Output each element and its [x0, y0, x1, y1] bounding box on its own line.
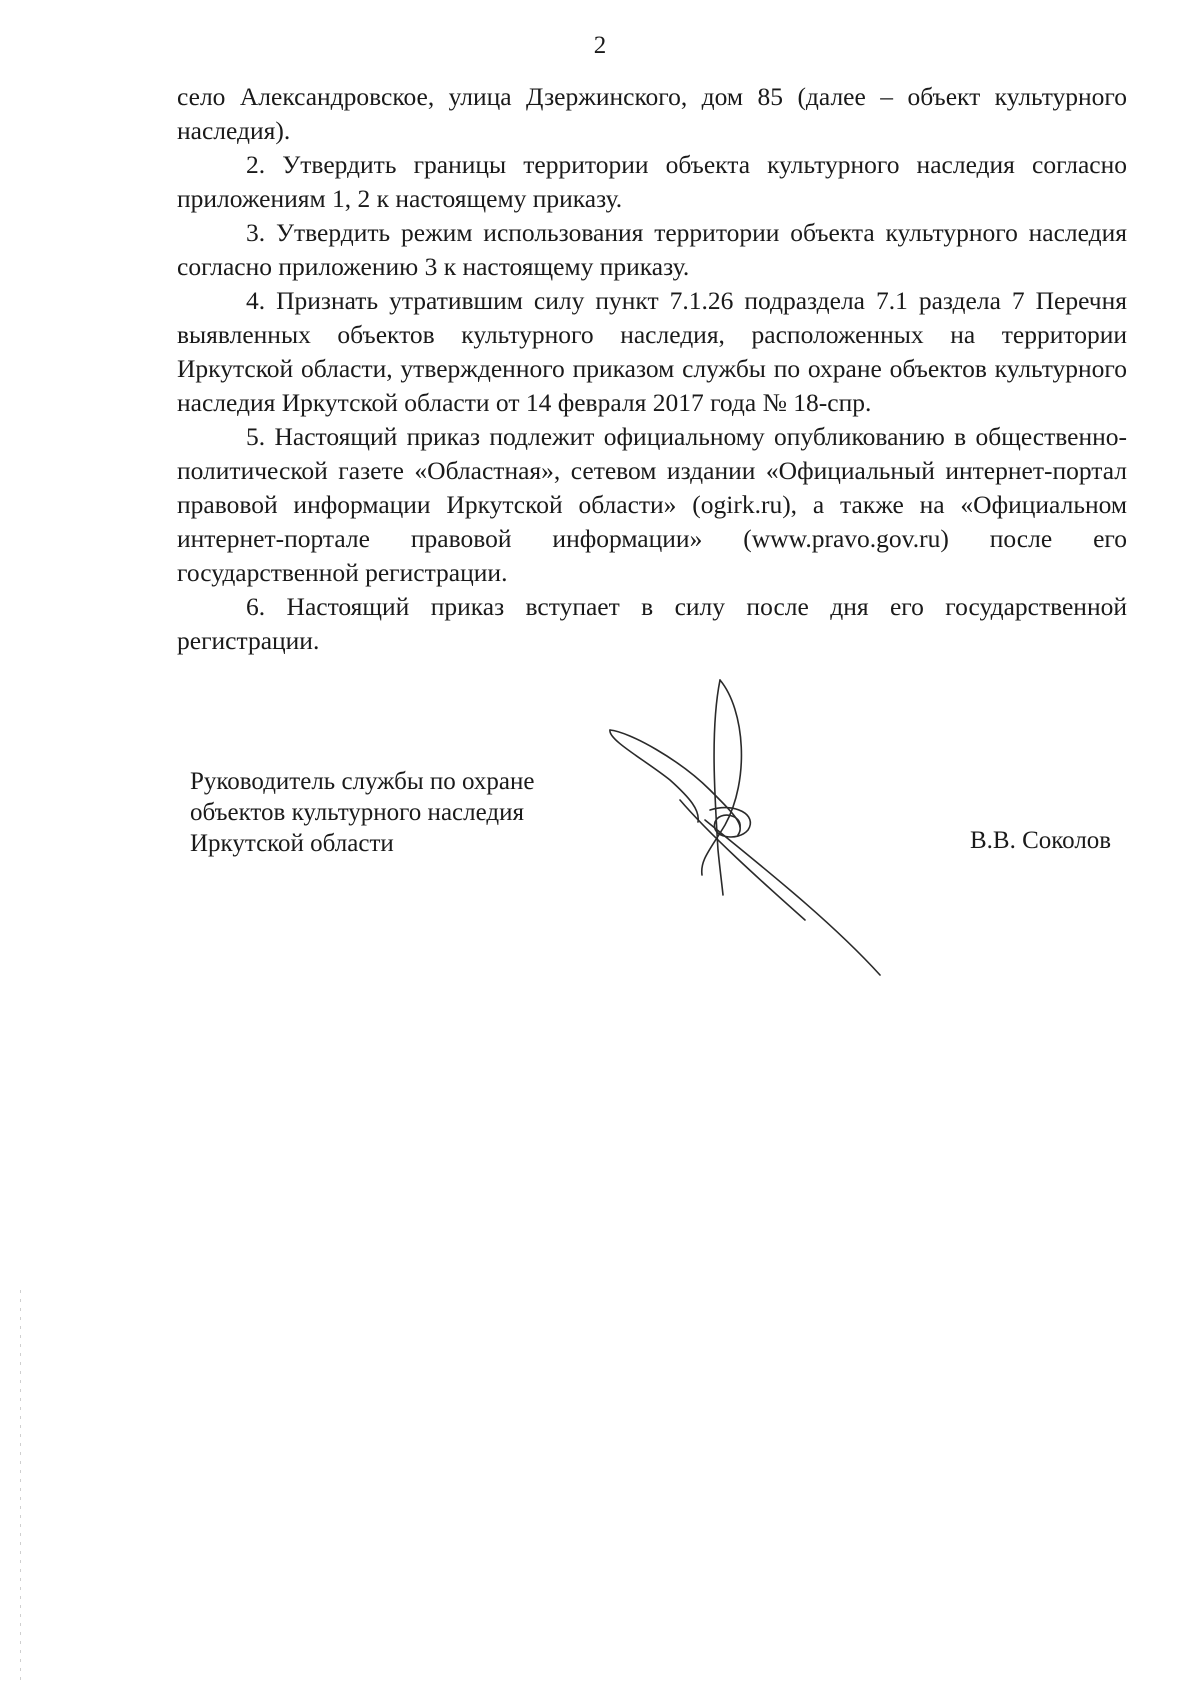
paragraph-item-5: 5. Настоящий приказ подлежит официальному опубликованию в общественно-политической газете «Областная», сетевом издании «Официальный интернет-портал правовой информации Иркутской области» (ogirk.ru), а также на «Официальном интернет-портале правовой информации» (www.pravo.gov.ru) после его государственной регистрации.	[177, 422, 1127, 587]
paragraph-item-3: 3. Утвердить режим использования территории объекта культурного наследия согласно приложению 3 к настоящему приказу.	[177, 218, 1127, 281]
signer-name: В.В. Соколов	[970, 827, 1112, 854]
handwritten-signature	[560, 670, 960, 1000]
position-line: Руководитель службы по охране	[190, 768, 535, 795]
scan-edge-mark	[20, 1290, 21, 1680]
signatory-position	[190, 766, 534, 859]
paragraph-item-2: 2. Утвердить границы территории объекта культурного наследия согласно приложениям 1, 2 к настоящему приказу.	[177, 150, 1127, 213]
position-line: Иркутской области	[190, 830, 394, 857]
paragraph-item-4: 4. Признать утратившим силу пункт 7.1.26 подраздела 7.1 раздела 7 Перечня выявленных объектов культурного наследия, расположенных на территории Иркутской области, утвержденного приказом службы по охране объектов культурного наследия Иркутской области от 14 февраля 2017 года № 18-спр.	[177, 286, 1127, 417]
paragraph-continuation: село Александровское, улица Дзержинского, дом 85 (далее – объект культурного наследия).	[177, 82, 1127, 145]
position-line: объектов культурного наследия	[190, 799, 524, 826]
page-number: 2	[593, 32, 607, 59]
paragraph-item-6: 6. Настоящий приказ вступает в силу после дня его государственной регистрации.	[177, 592, 1127, 655]
document-body	[177, 80, 1127, 658]
